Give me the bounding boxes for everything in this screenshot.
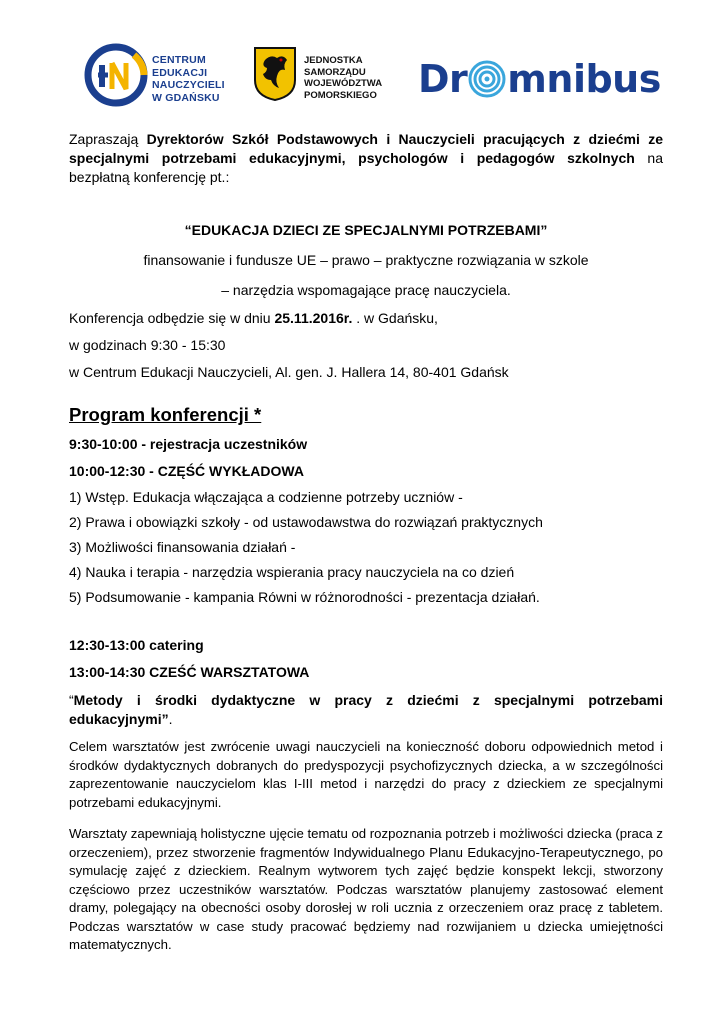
dromnibus-logo-part: Dr [418, 57, 468, 101]
woj-line: POMORSKIEGO [304, 89, 377, 101]
workshop-title-text: Metody i środki dydaktyczne w pracy z dziećmi z specjalnymi potrzebami edukacyjnymi” [69, 692, 663, 727]
quote-open: “ [69, 692, 74, 708]
intro-audience: Dyrektorów Szkół Podstawowych i Nauczycieli pracujących z dziećmi ze specjalnymi potrzebami edukacyjnymi, psychologów i pedagogów szkolnych [69, 131, 663, 166]
program-catering: 12:30-13:00 catering [69, 637, 204, 653]
program-heading: Program konferencji * [69, 404, 262, 425]
woj-line: JEDNOSTKA [304, 55, 363, 66]
title-period: . [168, 711, 173, 727]
woj-logo-text [304, 55, 382, 101]
cen-logo-text [152, 54, 225, 104]
intro-paragraph [69, 130, 663, 187]
program-item: 5) Podsumowanie - kampania Równi w różnorodności - prezentacja działań. [69, 589, 540, 605]
date-value: 25.11.2016r. [274, 310, 353, 326]
program-item: 2) Prawa i obowiązki szkoły - od ustawodawstwa do rozwiązań praktycznych [69, 514, 543, 530]
conference-hours: w godzinach 9:30 - 15:30 [69, 337, 226, 353]
program-item: 1) Wstęp. Edukacja włączająca a codzienne potrzeby uczniów - [69, 489, 463, 505]
program-lecture-part: 10:00-12:30 - CZĘŚĆ WYKŁADOWA [69, 463, 304, 479]
intro-suffix: na bezpłatną konferencję pt.: [69, 150, 663, 185]
workshop-title [69, 691, 663, 729]
cen-line: W GDAŃSKU [152, 91, 220, 104]
cen-line: EDUKACJI [152, 66, 208, 79]
program-registration: 9:30-10:00 - rejestracja uczestników [69, 436, 308, 452]
conference-title: “EDUKACJA DZIECI ZE SPECJALNYMI POTRZEBAMI” [184, 222, 548, 238]
intro-prefix: Zapraszają [69, 131, 147, 147]
workshop-paragraph-1: Celem warsztatów jest zwrócenie uwagi nauczycieli na konieczność doboru odpowiednich metod i środków dydaktycznych dobranych do predyspozycji psychofizycznych dziecka, a w szczególności zaprezentowanie nauczycielom klas I-III metod i narzędzi do pracy z dzieckiem ze specjalnymi potrzebami edukacyjnymi. [69, 739, 663, 810]
date-prefix: Konferencja odbędzie się w dniu [69, 310, 275, 326]
workshop-paragraph-2: Warsztaty zapewniają holistyczne ujęcie tematu od rozpoznania potrzeb i możliwości dziecka (praca z orzeczeniem), przez stworzenie fragmentów Indywidualnego Planu Edukacyjno-Terapeutycznego, po symulację zajęć z dzieckiem. Realnym wytworem tych zajęć będzie konspekt lekcji, stworzony częściowo przez uczestników warsztatów. Podczas warsztatów planujemy zastosować element dramy, polegający na obecności osoby dorosłej w roli ucznia z orzeczeniem oraz pracę z tabletem. Podczas warsztatów w case study pracować będziemy nad rozwijaniem u dziecka umiejętności matematycznych. [69, 826, 663, 952]
program-item: 4) Nauka i terapia - narzędzia wspierania pracy nauczyciela na co dzień [69, 564, 515, 580]
dromnibus-logo-part: mnibus [507, 57, 661, 101]
conference-subtitle: finansowanie i fundusze UE – prawo – praktyczne rozwiązania w szkole [143, 252, 589, 268]
date-suffix: . w Gdańsku, [352, 310, 438, 326]
cen-logo-icon [84, 43, 148, 107]
program-item: 3) Możliwości finansowania działań - [69, 539, 296, 555]
conference-date [69, 309, 438, 328]
header-logos [0, 0, 725, 120]
conference-subtitle: – narzędzia wspomagające pracę nauczyciela. [221, 282, 511, 298]
cen-line: CENTRUM [152, 54, 206, 66]
conference-place: w Centrum Edukacji Nauczycieli, Al. gen. J. Hallera 14, 80-401 Gdańsk [69, 364, 509, 380]
spiral-icon [468, 60, 506, 98]
program-workshop-part: 13:00-14:30 CZEŚĆ WARSZTATOWA [69, 664, 310, 680]
woj-line: SAMORZĄDU [304, 66, 366, 78]
dromnibus-logo [418, 55, 661, 103]
pomorskie-crest-icon [253, 46, 297, 102]
cen-line: NAUCZYCIELI [152, 79, 225, 91]
woj-line: WOJEWÓDZTWA [304, 78, 383, 89]
